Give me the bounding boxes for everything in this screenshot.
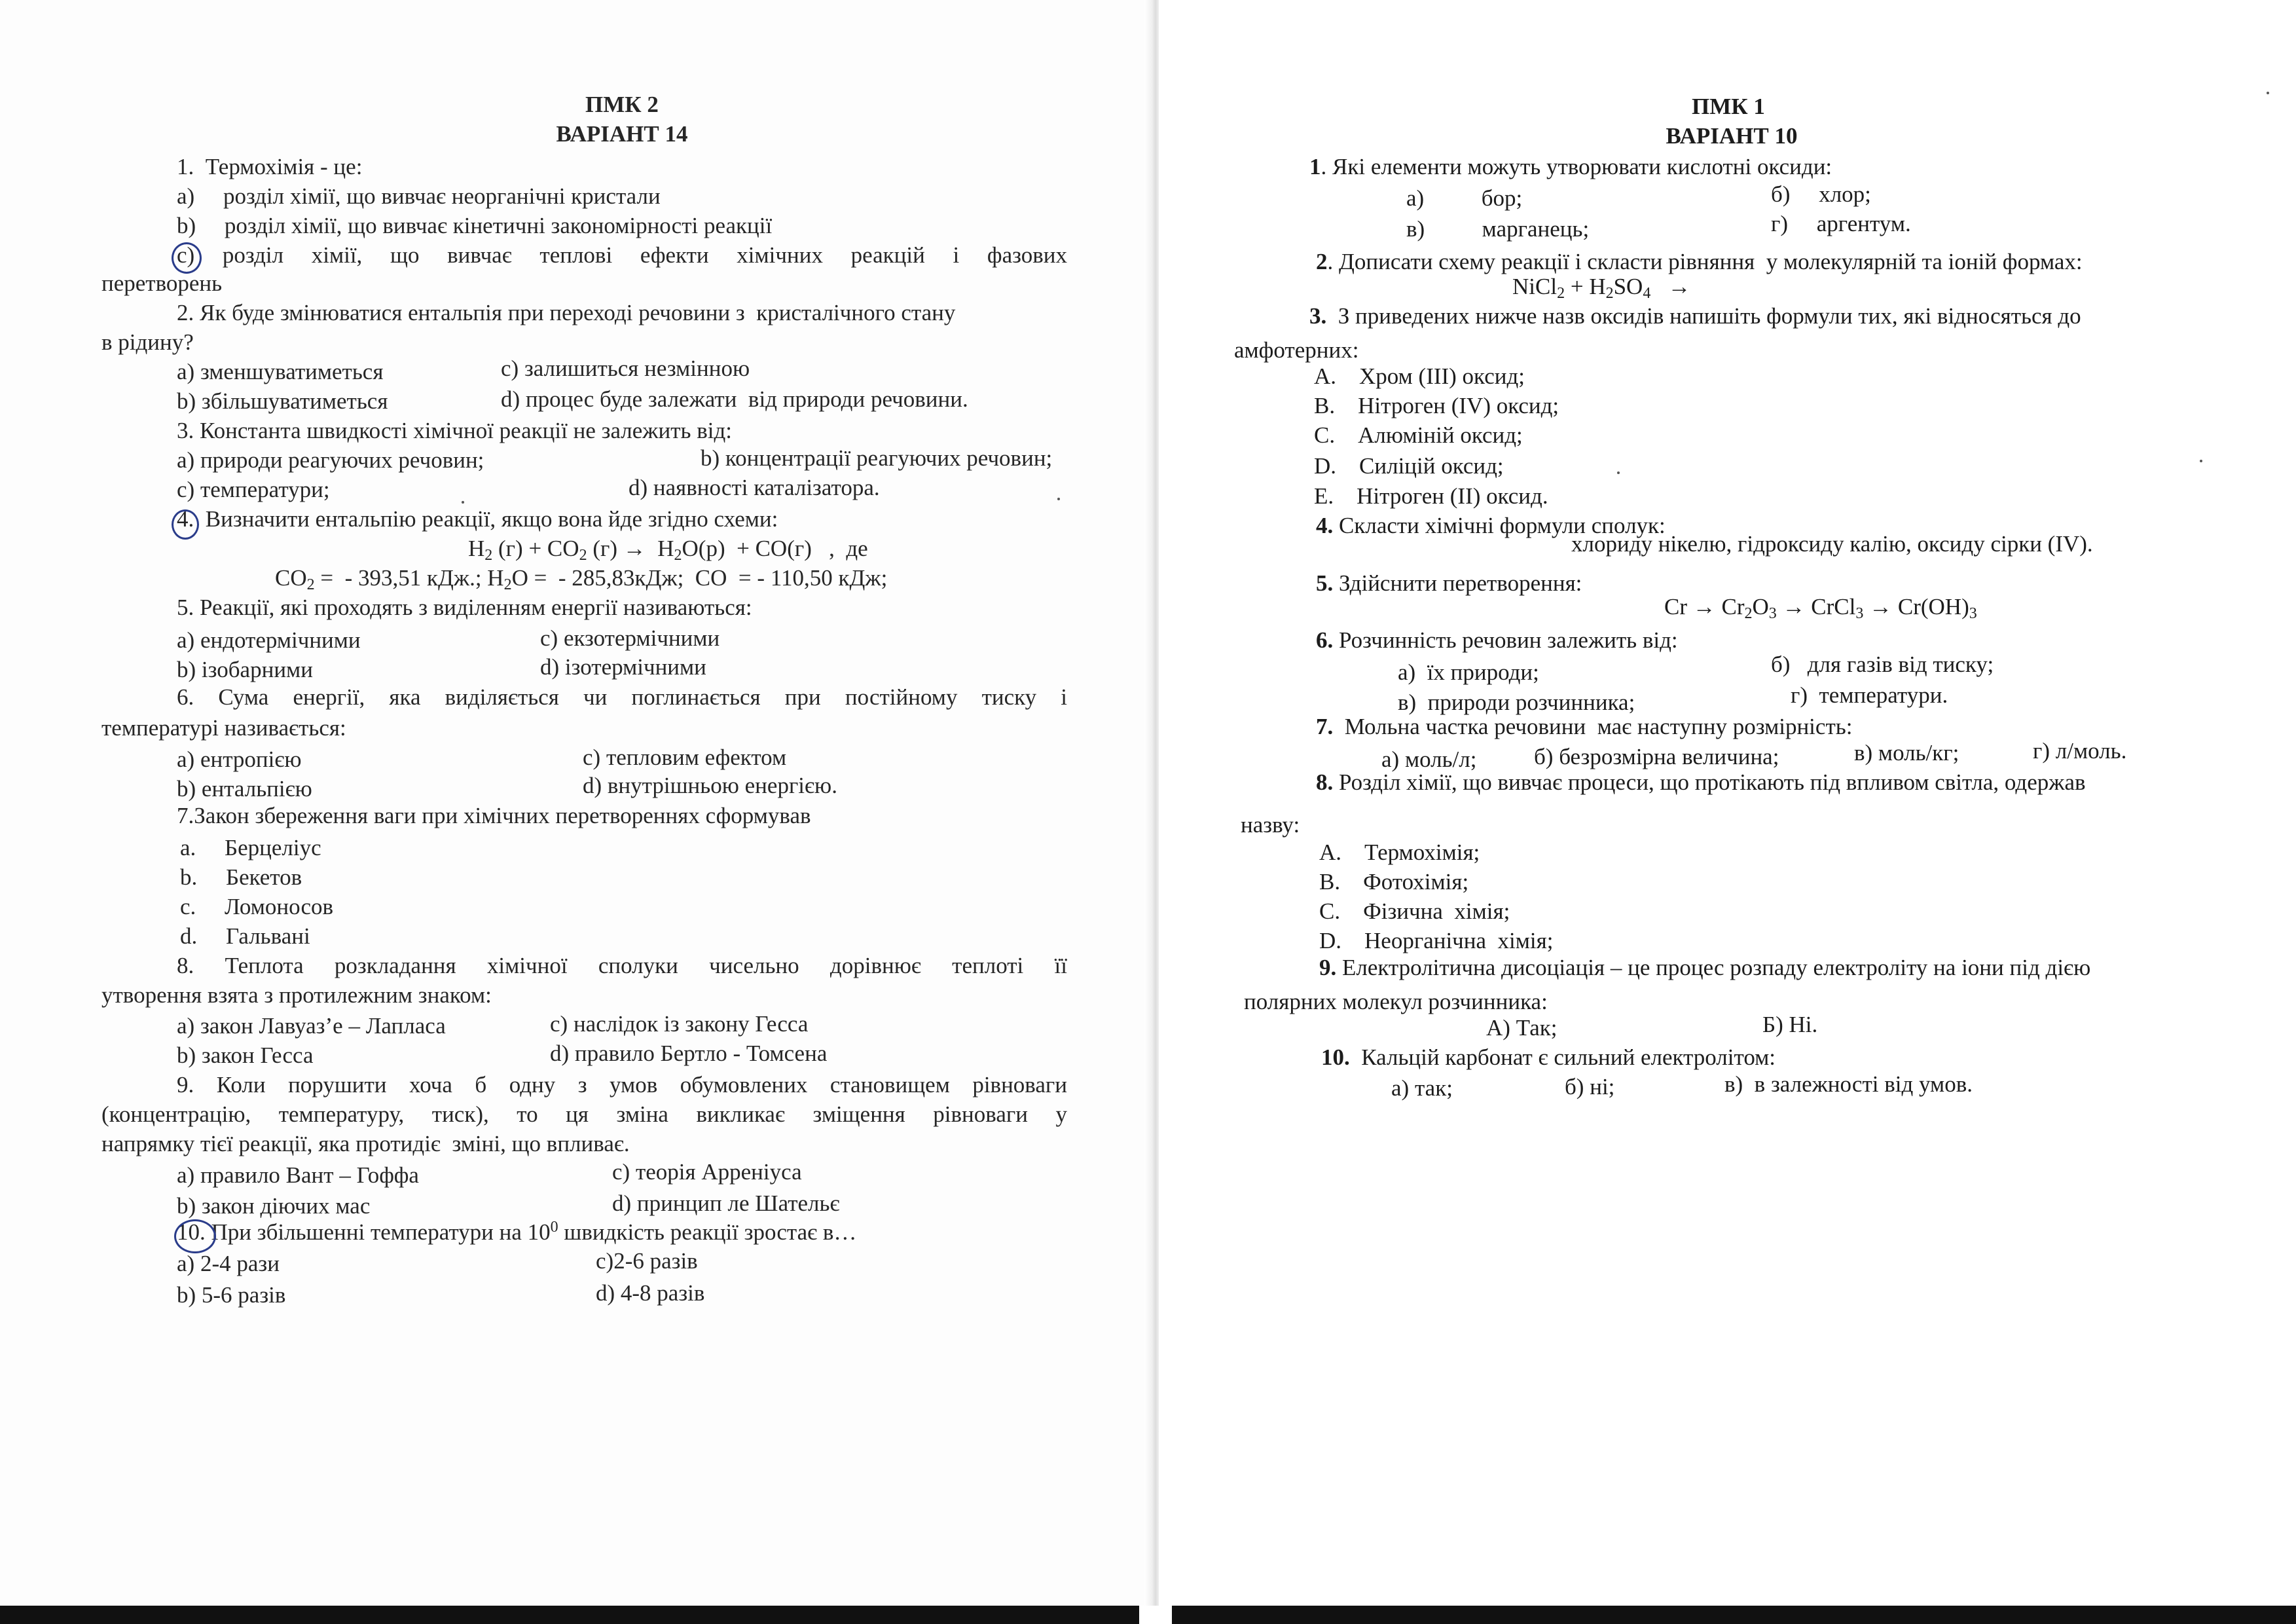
r-q1-d: г) аргентум.: [1771, 211, 1911, 236]
r-q5: 5. Здійснити перетворення:: [1316, 570, 1582, 596]
l-q7-b: b. Бекетов: [180, 864, 302, 890]
l-q3-a: а) природи реагуючих речовин;: [177, 447, 484, 473]
r-q7-d: г) л/моль.: [2033, 738, 2127, 764]
r-q4: 4. Скласти хімічні формули сполук:: [1316, 513, 1666, 538]
scan-speck: [1057, 498, 1060, 500]
r-q9-a: А) Так;: [1486, 1015, 1558, 1041]
l-q5: 5. Реакції, які проходять з виділенням енергії називаються:: [177, 595, 752, 620]
l-q6-a: а) ентропією: [177, 747, 302, 772]
r-q3-l1: 3. З приведених нижче назв оксидів напишіть формули тих, які відносяться до: [1309, 303, 2081, 329]
scan-speck: [1617, 471, 1620, 474]
r-q4-list: хлориду нікелю, гідроксиду калію, оксиду сірки (IV).: [1571, 531, 2093, 557]
left-variant: ВАРІАНТ 14: [556, 121, 688, 147]
l-q7-a: a. Берцеліус: [180, 835, 321, 860]
l-q1: 1. Термохімія - це:: [177, 154, 363, 179]
r-q3-d: D. Силіцій оксид;: [1314, 453, 1504, 479]
r-q3-b: B. Нітроген (IV) оксид;: [1314, 393, 1559, 418]
l-q4: 4. Визначити ентальпію реакції, якщо вона йде згідно схеми:: [177, 506, 778, 532]
r-q8-d: D. Неорганічна хімія;: [1319, 928, 1554, 953]
r-q10-c: в) в залежності від умов.: [1724, 1071, 1973, 1097]
l-q9-l3: напрямку тієї реакції, яка протидіє зміні, що впливає.: [101, 1131, 630, 1156]
l-q2-d: d) процес буде залежати від природи речовини.: [501, 386, 968, 412]
left-header: ПМК 2: [585, 92, 659, 117]
l-q2-l2: в рідину?: [101, 329, 194, 355]
pen-circle-mark: [172, 242, 202, 274]
scan-speck: [2267, 92, 2269, 94]
scan-speck: [2200, 460, 2202, 462]
r-q9-b: Б) Ні.: [1762, 1012, 1818, 1037]
r-q7-b: б) безрозмірна величина;: [1534, 744, 1779, 769]
l-q3-d: d) наявності каталізатора.: [629, 475, 880, 500]
l-q6-c: с) тепловим ефектом: [583, 745, 787, 770]
l-q9-b: b) закон діючих мас: [177, 1193, 371, 1219]
right-header: ПМК 1: [1692, 94, 1765, 119]
right-variant: ВАРІАНТ 10: [1666, 123, 1798, 149]
l-q9-a: а) правило Вант – Гоффа: [177, 1162, 419, 1188]
l-q5-d: d) ізотермічними: [540, 654, 706, 680]
l-q2-a: a) зменшуватиметься: [177, 359, 384, 384]
l-q3: 3. Константа швидкості хімічної реакції не залежить від:: [177, 418, 732, 443]
l-q8-l1: 8. Теплота розкладання хімічної сполуки чисельно дорівнює теплоті її: [177, 953, 1067, 978]
l-q9-c: с) теорія Арреніуса: [612, 1159, 802, 1185]
l-q7-d: d. Гальвані: [180, 923, 310, 949]
r-q8-a: A. Термохімія;: [1319, 840, 1480, 865]
l-q9-l2: (концентрацію, температуру, тиск), то ця зміна викликає зміщення рівноваги у: [101, 1101, 1067, 1127]
l-q8-b: b) закон Гесса: [177, 1043, 314, 1068]
l-q10-c: с)2-6 разів: [596, 1248, 698, 1274]
r-q1: 1. Які елементи можуть утворювати кислотні оксиди:: [1309, 154, 1832, 179]
r-q3-e: E. Нітроген (II) оксид.: [1314, 483, 1548, 509]
r-q6: 6. Розчинність речовин залежить від:: [1316, 627, 1678, 653]
l-q1-c2: перетворень: [101, 270, 223, 296]
l-q4-equation: $H_2$ $(г) + CO_2$ $(г) \to H_2O(р) + CO(г)$ , де: [468, 536, 868, 564]
l-q2-l1: 2. Як буде змінюватися ентальпія при переході речовини з кристалічного стану: [177, 300, 956, 325]
l-q6-l1: 6. Сума енергії, яка виділяється чи поглинається при постійному тиску і: [177, 684, 1067, 710]
r-q3-l2: амфотерних:: [1234, 337, 1359, 363]
l-q5-c: с) екзотермічними: [540, 625, 720, 651]
r-q6-a: а) їх природи;: [1398, 659, 1539, 685]
l-q6-b: b) ентальпією: [177, 776, 312, 802]
l-q5-a: а) ендотермічними: [177, 627, 361, 653]
r-q7-c: в) моль/кг;: [1854, 740, 1959, 766]
l-q10: 10. При збільшенні температури на $10^0$ швидкість реакції зростає в…: [177, 1219, 857, 1245]
r-q7: 7. Мольна частка речовини має наступну розмірність:: [1316, 714, 1853, 739]
r-q10-a: а) так;: [1391, 1075, 1453, 1101]
l-q9-l1: 9. Коли порушити хоча б одну з умов обумовлених становищем рівноваги: [177, 1072, 1067, 1098]
l-q4-data: $CO_2$ = - 393,51 кДж.; $H_2O$ = - 285,83кДж; CO = - 110,50 кДж;: [275, 565, 888, 593]
l-q10-b: b) 5-6 разів: [177, 1282, 286, 1308]
pen-circle-mark: [172, 509, 199, 540]
scan-speck: [462, 501, 464, 504]
l-q1-b: b) розділ хімії, що вивчає кінетичні закономірності реакції: [177, 213, 773, 238]
r-q1-b: б) хлор;: [1771, 181, 1871, 207]
r-q3-a: A. Хром (ІІІ) оксид;: [1314, 363, 1525, 389]
l-q5-b: b) ізобарними: [177, 657, 313, 682]
l-q1-a: a) розділ хімії, що вивчає неорганічні кристали: [177, 183, 661, 209]
l-q6-d: d) внутрішньою енергією.: [583, 773, 837, 798]
right-page: [1159, 0, 2296, 1624]
l-q2-c: с) залишиться незмінною: [501, 356, 750, 381]
l-q10-d: d) 4-8 разів: [596, 1280, 705, 1306]
pen-circle-mark: [174, 1219, 216, 1253]
l-q7-c: c. Ломоносов: [180, 894, 334, 919]
r-q10: 10. Кальцій карбонат є сильний електролітом:: [1321, 1044, 1776, 1070]
l-q8-a: а) закон Лавуаз’е – Лапласа: [177, 1013, 446, 1039]
l-q8-l2: утворення взята з протилежним знаком:: [101, 982, 492, 1008]
r-q8-b: B. Фотохімія;: [1319, 869, 1469, 895]
r-q7-a: а) моль/л;: [1381, 747, 1477, 772]
l-q8-c: с) наслідок із закону Гесса: [550, 1011, 809, 1037]
l-q1-c1: с) розділ хімії, що вивчає теплові ефекти хімічних реакцій і фазових: [177, 242, 1067, 268]
l-q3-c: с) температури;: [177, 477, 330, 502]
r-q2-formula: NiCl$_2$ + $H_2SO_4$ →: [1512, 274, 1691, 302]
r-q8-l1: 8. Розділ хімії, що вивчає процеси, що протікають під впливом світла, одержав: [1316, 769, 2086, 795]
r-q8-l2: назву:: [1241, 812, 1300, 838]
l-q10-a: а) 2-4 рази: [177, 1251, 280, 1276]
r-q1-c: в) марганець;: [1406, 216, 1590, 242]
r-q10-b: б) ні;: [1565, 1074, 1615, 1099]
r-q9-l2: полярних молекул розчинника:: [1244, 989, 1548, 1014]
l-q9-d: d) принцип ле Шательє: [612, 1190, 840, 1216]
r-q6-b: б) для газів від тиску;: [1771, 652, 1994, 677]
r-q6-d: г) температури.: [1791, 682, 1948, 708]
r-q2: 2. Дописати схему реакції і скласти рівняння у молекулярній та іоній формах:: [1316, 249, 2083, 274]
r-q5-chain: $Cr \to Cr_2O_3$ → CrCl$_3$ → $Cr(OH)_3$: [1664, 594, 1977, 622]
l-q3-b: b) концентрації реагуючих речовин;: [701, 445, 1053, 471]
r-q8-c: C. Фізична хімія;: [1319, 898, 1510, 924]
r-q9-l1: 9. Електролітична дисоціація – це процес розпаду електроліту на іони під дією: [1319, 955, 2091, 980]
r-q6-c: в) природи розчинника;: [1398, 690, 1635, 715]
scanner-edge: [0, 1606, 2296, 1624]
l-q2-b: b) збільшуватиметься: [177, 388, 388, 414]
r-q3-c: C. Алюміній оксид;: [1314, 422, 1523, 448]
l-q7: 7.Закон збереження ваги при хімічних перетвореннях сформував: [177, 803, 811, 828]
l-q6-l2: температурі називається:: [101, 715, 346, 741]
l-q8-d: d) правило Бертло - Томсена: [550, 1041, 828, 1066]
r-q1-a: а) бор;: [1406, 185, 1523, 211]
